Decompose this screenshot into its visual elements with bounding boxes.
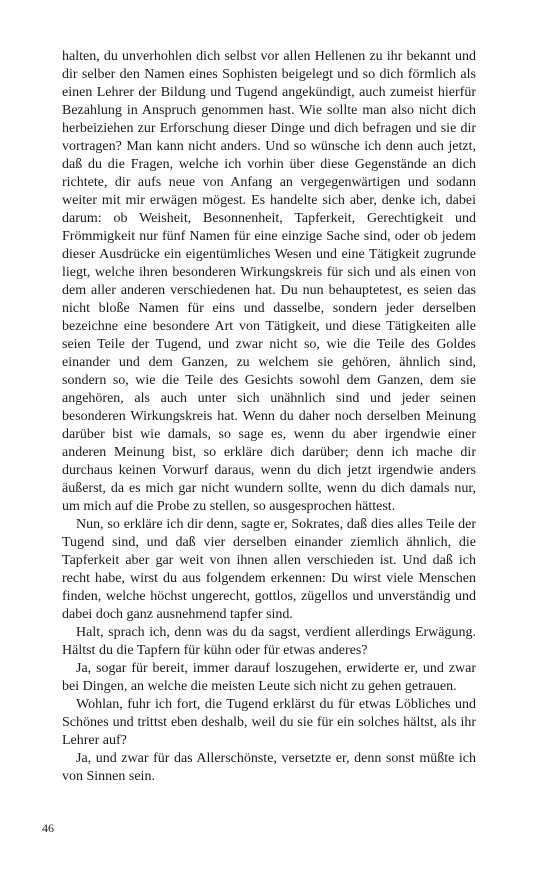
paragraph: Ja, und zwar für das Allerschönste, versetzte er, denn sonst müßte ich von Sinnen sein.	[62, 751, 476, 784]
paragraph: Wohlan, fuhr ich fort, die Tugend erklärst du für etwas Löbliches und Schönes und trittst eben deshalb, weil du sie für ein solches hältst, als ihr Lehrer auf?	[62, 697, 476, 748]
paragraph: Ja, sogar für bereit, immer darauf loszugehen, erwiderte er, und zwar bei Dingen, an welche die meisten Leute sich nicht zu gehen getrauen.	[62, 661, 476, 694]
paragraph: Halt, sprach ich, denn was du da sagst, verdient allerdings Erwägung. Hältst du die Tapfern für kühn oder für etwas anderes?	[62, 625, 476, 658]
paragraph-continuation: halten, du unverhohlen dich selbst vor allen Hellenen zu ihr bekannt und dir selber den Namen eines Sophisten beigelegt und so dich förmlich als einen Lehrer der Bildung und Tugend angekündigt, auch zumeist hierfür Bezahlung in Anspruch genommen hast. Wie sollte man also nicht dich herbeiziehen zur Erforschung dieser Dinge und dich befragen und sie dir vortragen? Man kann nicht anders. Und so wünsche ich denn auch jetzt, daß du die Fragen, welche ich vorhin über diese Gegenstände an dich richtete, dir aufs neue von Anfang an vergegenwärtigen und sodann weiter mit mir erwägen mögest. Es handelte sich aber, denke ich, dabei darum: ob Weisheit, Besonnenheit, Tapferkeit, Gerechtigkeit und Frömmigkeit nur fünf Namen für eine einzige Sache sind, oder ob jedem dieser Ausdrücke ein eigentümliches Wesen und eine Tätigkeit zugrunde liegt, welche ihren besonderen Wirkungskreis für sich und als einen von dem aller anderen verschiedenen hat. Du nun behauptetest, es seien das nicht bloße Namen für eins und dasselbe, sondern jeder derselben bezeichne eine besondere Art von Tätigkeit, und diese Tätigkeiten alle seien Teile der Tugend, und zwar nicht so, wie die Teile des Goldes einander und dem Ganzen, zu welchem sie gehören, ähnlich sind, sondern so, wie die Teile des Gesichts sowohl dem Ganzen, dem sie angehören, als auch unter sich unähnlich sind und jeder seinen besonderen Wirkungskreis hat. Wenn du daher noch derselben Meinung darüber bist wie damals, so sage es, wenn du aber irgendwie einer anderen Meinung bist, so erkläre dich darüber; denn ich mache dir durchaus keinen Vorwurf daraus, wenn du dich jetzt irgendwie anders äußerst, da es mich gar nicht wundern sollte, wenn du dich damals nur, um mich auf die Probe zu stellen, so ausgesprochen hättest.	[62, 49, 476, 514]
paragraph: Nun, so erkläre ich dir denn, sagte er, Sokrates, daß dies alles Teile der Tugend sind, und daß vier derselben einander ziemlich ähnlich, die Tapferkeit aber gar weit von ihnen allen verschieden ist. Und daß ich recht habe, wirst du aus folgendem erkennen: Du wirst viele Menschen finden, welche höchst ungerecht, gottlos, zügellos und unverständig und dabei doch ganz ausnehmend tapfer sind.	[62, 517, 476, 622]
page-number: 46	[42, 821, 54, 835]
body-text	[62, 48, 476, 786]
